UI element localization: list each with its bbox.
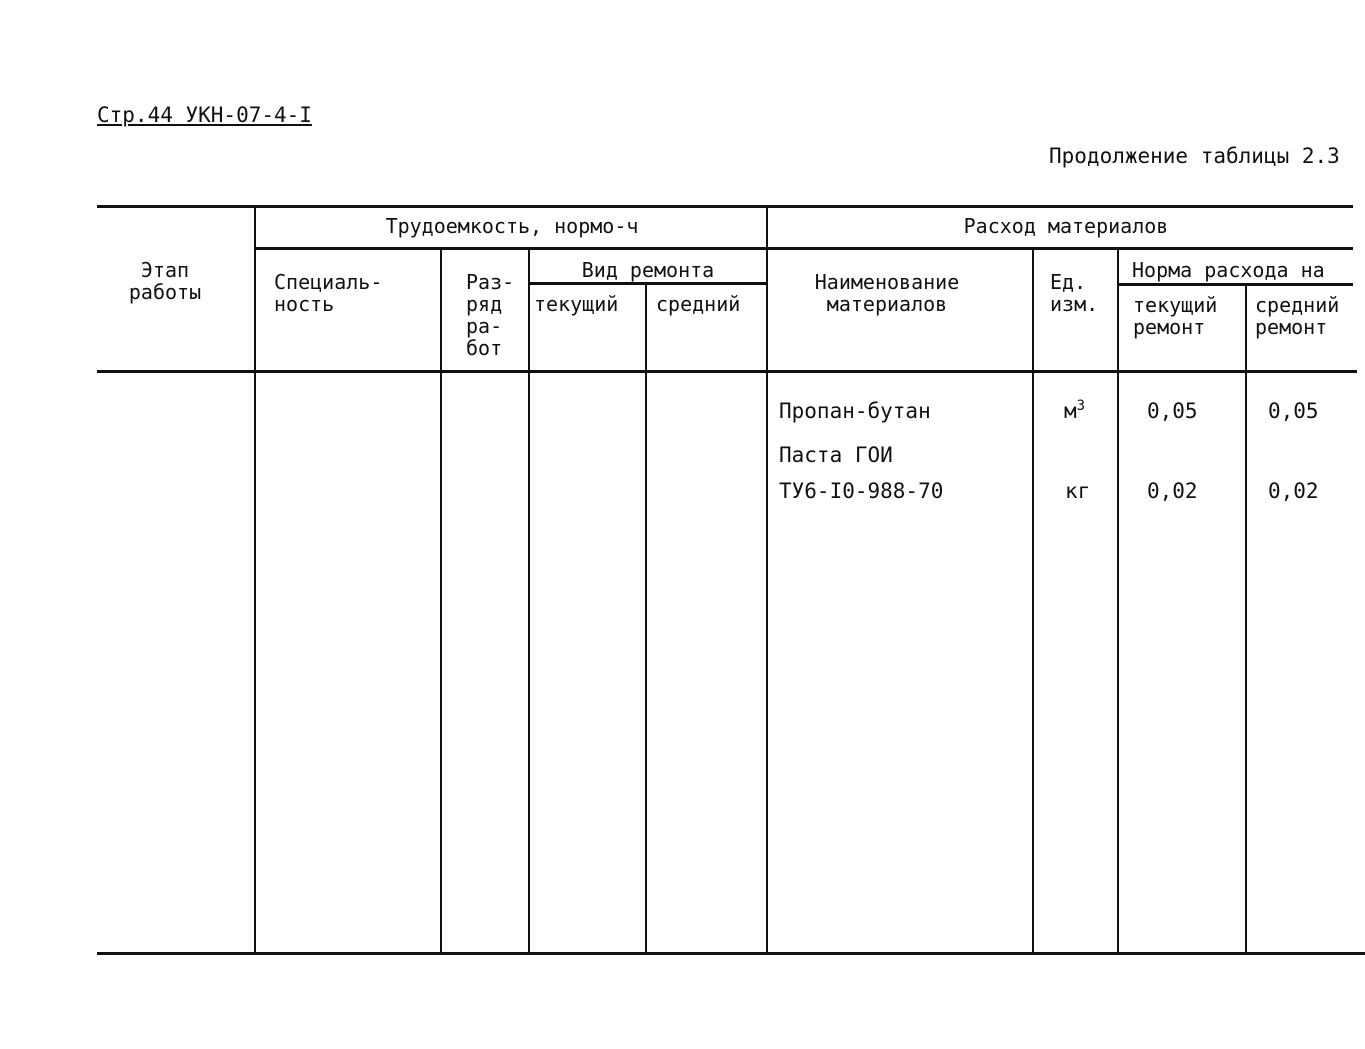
header-unit: Ед. изм. [1050,270,1099,316]
norm-medium: 0,05 [1268,399,1319,423]
page-reference: Стр.44 УКН-07-4-I [97,103,312,127]
header-materials: Расход материалов [963,214,1169,238]
column-divider [1117,247,1119,953]
header-grade: Раз- ряд ра- бот [466,270,515,360]
column-divider [528,247,530,954]
column-divider [645,282,647,954]
repair-type-rule [529,282,766,285]
header-stage: Этап работы [128,258,202,304]
column-divider [440,247,442,954]
material-name: Пропан-бутан [779,399,931,423]
header-current-repair: текущий ремонт [1133,293,1218,339]
material-name: Паста ГОИ [779,443,893,467]
column-divider [1032,247,1034,953]
norm-medium: 0,02 [1268,479,1319,503]
header-medium-repair: средний ремонт [1255,293,1340,339]
header-current: текущий [534,292,619,316]
column-divider [1245,283,1247,953]
header-repair-type: Вид ремонта [581,258,715,282]
material-unit: кг [1065,479,1091,503]
material-name: ТУ6-I0-988-70 [779,479,944,503]
norm-current: 0,02 [1147,479,1198,503]
table-top-rule [97,205,1353,208]
norm-rule [1118,283,1353,286]
labor-header-rule [255,247,1353,250]
table-caption: Продолжение таблицы 2.3 [1049,144,1340,168]
material-unit: $м^3$ [1064,398,1086,423]
header-medium: средний [656,292,741,316]
header-material-name: Наименование материалов [814,270,960,316]
header-bottom-rule [97,370,1357,373]
column-divider [766,205,768,954]
table-bottom-rule [97,952,1365,955]
norm-current: 0,05 [1147,399,1198,423]
header-labor: Трудоемкость, нормо-ч [385,214,639,238]
column-divider [254,205,256,954]
header-norm: Норма расхода на [1132,258,1325,282]
header-specialty: Специаль- ность [274,270,383,316]
